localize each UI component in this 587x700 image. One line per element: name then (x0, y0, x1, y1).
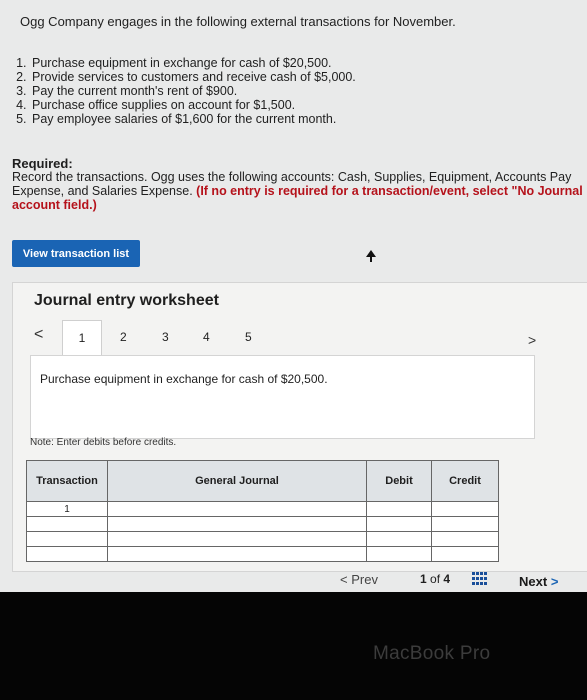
debit-header (367, 461, 432, 502)
debit-field[interactable] (367, 547, 432, 562)
debit-field[interactable] (367, 502, 432, 517)
transaction-item: 1. Purchase equipment in exchange for cash of $20,500. (30, 56, 356, 70)
table-row (27, 532, 499, 547)
table-row (27, 517, 499, 532)
debit-field[interactable] (367, 532, 432, 547)
credit-field[interactable] (432, 517, 499, 532)
required-line-2-bold: (If no entry is required for a transaction/event, select "No Journal (196, 184, 583, 198)
required-instructions (12, 170, 587, 212)
table-row (27, 502, 499, 517)
chevron-right-icon[interactable]: > (528, 332, 537, 348)
intro-text: Ogg Company engages in the following external transactions for November. (20, 14, 456, 29)
required-line-3: account field.) (12, 198, 97, 212)
general-journal-header (108, 461, 367, 502)
view-transaction-list-button[interactable]: View transaction list (12, 240, 140, 267)
total-pages: 4 (443, 572, 451, 586)
credit-field[interactable] (432, 547, 499, 562)
chevron-right-icon: > (550, 574, 559, 589)
of-label: of (430, 572, 441, 586)
transaction-description-box (30, 355, 535, 439)
transaction-item: 2. Provide services to customers and receive cash of $5,000. (30, 70, 356, 84)
next-button[interactable] (519, 574, 558, 589)
worksheet-title: Journal entry worksheet (34, 292, 219, 309)
debits-note: Note: Enter debits before credits. (30, 437, 177, 448)
grid-icon[interactable] (472, 572, 488, 586)
transaction-item: 4. Purchase office supplies on account for $1,500. (30, 98, 356, 112)
credit-header-label: Credit (449, 475, 481, 487)
credit-header (432, 461, 499, 502)
required-title: Required: (12, 156, 73, 171)
transaction-header-label: Transaction (36, 475, 98, 487)
tab-2[interactable]: 2 (120, 330, 127, 344)
transaction-cell (27, 547, 108, 562)
required-line-2 (12, 184, 587, 198)
current-page: 1 (420, 572, 427, 586)
transaction-cell (27, 517, 108, 532)
transaction-item: 3. Pay the current month's rent of $900. (30, 84, 356, 98)
account-field[interactable] (108, 532, 367, 547)
credit-field[interactable] (432, 532, 499, 547)
credit-field[interactable] (432, 502, 499, 517)
chevron-left-icon[interactable]: < (34, 326, 44, 343)
tab-1[interactable] (62, 320, 102, 355)
laptop-bezel (0, 592, 587, 700)
transaction-number: 1 (27, 502, 108, 517)
journal-table-header (27, 461, 499, 502)
tab-label: 1 (78, 331, 86, 345)
account-field[interactable] (108, 547, 367, 562)
bezel-label: MacBook Pro (373, 643, 491, 664)
tab-4[interactable]: 4 (203, 330, 210, 344)
required-line-1: Record the transactions. Ogg uses the following accounts: Cash, Supplies, Equipment, Accounts Pay (12, 170, 572, 184)
account-field[interactable] (108, 502, 367, 517)
next-label: Next (519, 574, 548, 589)
transaction-list (0, 56, 356, 126)
mouse-cursor-icon (366, 250, 376, 262)
debit-field[interactable] (367, 517, 432, 532)
account-field[interactable] (108, 517, 367, 532)
general-journal-header-label: General Journal (195, 475, 279, 487)
required-line-2-plain: Expense, and Salaries Expense. (12, 184, 197, 198)
tab-5[interactable]: 5 (245, 330, 252, 344)
tab-3[interactable]: 3 (162, 330, 169, 344)
page-indicator (420, 572, 450, 586)
transaction-description: Purchase equipment in exchange for cash of $20,500. (40, 372, 328, 386)
debit-header-label: Debit (385, 475, 413, 487)
transaction-item: 5. Pay employee salaries of $1,600 for the current month. (30, 112, 356, 126)
transaction-header (27, 461, 108, 502)
transaction-cell (27, 532, 108, 547)
journal-table (26, 460, 499, 562)
table-row (27, 547, 499, 562)
prev-button[interactable]: < Prev (340, 572, 378, 587)
prev-label: Prev (351, 572, 378, 587)
